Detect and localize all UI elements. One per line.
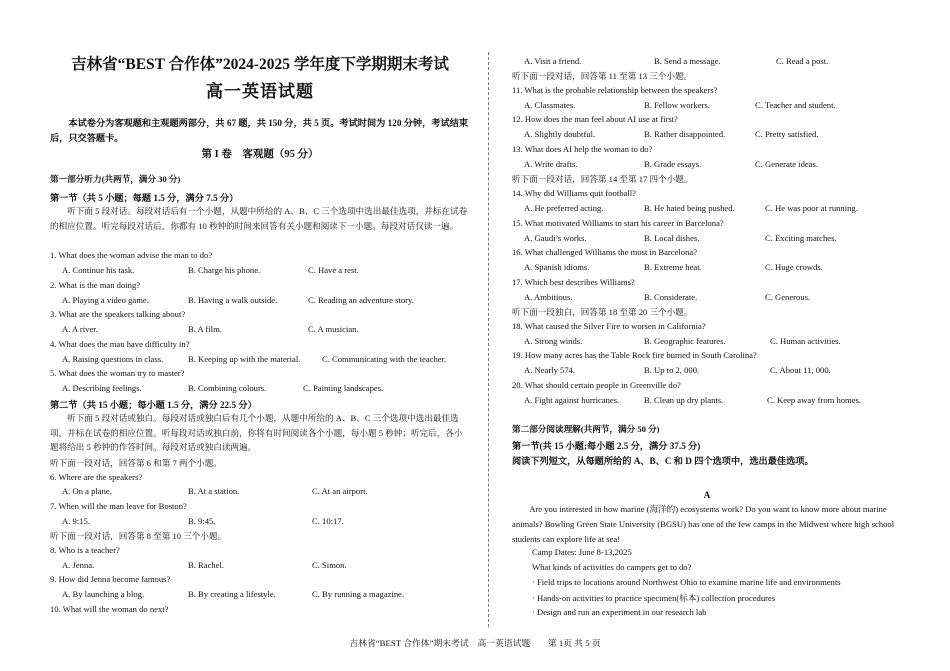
option-b[interactable]: B. Extreme heat.	[644, 262, 702, 272]
option-c[interactable]: C. Generate ideas.	[755, 159, 818, 169]
option-b[interactable]: B. 9:45.	[188, 516, 216, 526]
option-c[interactable]: C. Human activities.	[770, 336, 841, 346]
option-a[interactable]: A. Playing a video game.	[62, 295, 149, 305]
hint-6-7: 听下面一段对话，回答第 6 和第 7 两个小题。	[50, 458, 222, 468]
option-b[interactable]: B. Geographic features.	[644, 336, 726, 346]
option-b[interactable]: B. At a station.	[188, 486, 240, 496]
option-b[interactable]: B. Fellow workers.	[644, 100, 710, 110]
option-a[interactable]: A. Continue his task.	[62, 265, 135, 275]
option-a[interactable]: A. Jenna.	[62, 560, 95, 570]
question-12: 12. How does the man feel about AI use at first?	[512, 114, 678, 124]
option-a[interactable]: A. Raising questions in class.	[62, 354, 164, 364]
exam-subtitle: 高一英语试题	[206, 82, 314, 101]
option-a[interactable]: A. Write drafts.	[524, 159, 578, 169]
option-b[interactable]: B. Rachel.	[188, 560, 225, 570]
option-b[interactable]: B. Local dishes.	[644, 233, 700, 243]
question-8: 8. Who is a teacher?	[50, 545, 120, 555]
part-title: 第 I 卷 客观题（95 分）	[201, 149, 319, 160]
reading-section1-heading: 第一节(共 15 小题;每小题 2.5 分，满分 37.5 分)	[512, 441, 701, 451]
option-c[interactable]: C. A musician.	[308, 324, 359, 334]
option-a[interactable]: A. Describing feelings.	[62, 383, 142, 393]
option-c[interactable]: C. At an airport.	[312, 486, 368, 496]
question-17: 17. Which best describes Williams?	[512, 277, 635, 287]
hint-8-10: 听下面一段对话，回答第 8 至第 10 三个小题。	[50, 531, 227, 541]
question-4: 4. What does the man have difficulty in?	[50, 339, 190, 349]
question-9: 9. How did Jenna become famous?	[50, 574, 171, 584]
option-b[interactable]: B. By creating a lifestyle.	[188, 589, 276, 599]
question-16: 16. What challenged Williams the most in Barcelona?	[512, 247, 698, 257]
option-a[interactable]: A. By launching a blog.	[62, 589, 145, 599]
activities-question: What kinds of activities do campers get to do?	[532, 562, 692, 572]
option-c[interactable]: C. Pretty satisfied.	[755, 129, 819, 139]
exam-title: 吉林省“BEST 合作体”2024-2025 学年度下学期期末考试	[71, 56, 449, 73]
question-2: 2. What is the man doing?	[50, 280, 141, 290]
option-a[interactable]: A. Gaudi’s works.	[524, 233, 587, 243]
question-20: 20. What should certain people in Greenville do?	[512, 380, 681, 390]
option-c[interactable]: C. About 11, 000.	[770, 365, 831, 375]
option-a[interactable]: A. Strong winds.	[524, 336, 583, 346]
option-a[interactable]: A. A river.	[62, 324, 98, 334]
hint-11-13: 听下面一段对话，回答第 11 至第 13 三个小题。	[512, 71, 693, 81]
option-c[interactable]: C. Exciting matches.	[765, 233, 837, 243]
option-c[interactable]: C. Read a post.	[776, 56, 829, 66]
option-c[interactable]: C. He was poor at running.	[765, 203, 858, 213]
activity-bullet: · Field trips to locations around Northwest Ohio to examine marine life and environments	[532, 577, 841, 587]
option-b[interactable]: B. Considerate.	[644, 292, 698, 302]
option-a[interactable]: A. Ambitious.	[524, 292, 573, 302]
question-11: 11. What is the probable relationship between the speakers?	[512, 85, 718, 95]
option-c[interactable]: C. 10:17.	[312, 516, 344, 526]
passage-intro: Are you interested in how marine (海洋的) ecosystems work? Do you want to know more about marine animals? Bowling Green State University (BGSU) has one of the few camps in the Midwest where high school students can explore life at sea!	[512, 504, 895, 544]
question-19: 19. How many acres has the Table Rock fire burned in South Carolina?	[512, 350, 757, 360]
option-b[interactable]: B. Send a message.	[654, 56, 721, 66]
listening-section1-instructions: 听下面 5 段对话。每段对话后有一个小题，从题中所给的 A、B、C 三个选项中选出最佳选项，并标在试卷的相应位置。听完每段对话后，你都有 10 秒钟的时间来回答有关小题和阅读下一小题。每段对话仅读一遍。	[50, 206, 468, 231]
question-15: 15. What motivated Williams to start his career in Barcelona?	[512, 218, 724, 228]
option-c[interactable]: C. Keep away from homes.	[767, 395, 862, 405]
question-1: 1. What does the woman advise the man to do?	[50, 250, 213, 260]
camp-dates: Camp Dates: June 8-13,2025	[532, 547, 632, 557]
hint-14-17: 听下面一段对话，回答第 14 至第 17 四个小题。	[512, 174, 693, 184]
option-c[interactable]: C. Generous.	[765, 292, 811, 302]
option-a[interactable]: A. Classmates.	[524, 100, 576, 110]
question-7: 7. When will the man leave for Boston?	[50, 501, 187, 511]
passage-label: A	[703, 490, 711, 500]
option-b[interactable]: B. Clean up dry plants.	[644, 395, 724, 405]
option-a[interactable]: A. Nearly 574.	[524, 365, 576, 375]
option-b[interactable]: B. Keeping up with the material.	[188, 354, 301, 364]
question-6: 6. Where are the speakers?	[50, 472, 143, 482]
option-b[interactable]: B. Up to 2, 000.	[644, 365, 700, 375]
option-b[interactable]: B. Grade essays.	[644, 159, 702, 169]
option-c[interactable]: C. By running a magazine.	[312, 589, 405, 599]
listening-section2-instructions: 听下面 5 段对话或独白。每段对话或独白后有几个小题，从题中所给的 A、B、C 三个选项中选出最佳选项，并标在试卷的相应位置。听每段对话或独白前，你将有时间阅读各个小题，每小题 5 秒钟；听完后，各小题将给出 5 秒钟的作答时间。每段对话或独白读两遍。	[50, 413, 463, 453]
question-18: 18. What caused the Silver Fire to worsen in California?	[512, 321, 706, 331]
option-c[interactable]: C. Reading an adventure story.	[308, 295, 414, 305]
option-a[interactable]: A. Fight against hurricanes.	[524, 395, 620, 405]
option-b[interactable]: B. A film.	[188, 324, 222, 334]
option-c[interactable]: C. Simon.	[312, 560, 347, 570]
option-b[interactable]: B. Charge his phone.	[188, 265, 261, 275]
exam-note: 本试卷分为客观题和主观题两部分，共 67 题，共 150 分，共 5 页。考试时间为 120 分钟，考试结束后，只交答题卡。	[50, 118, 469, 143]
option-b[interactable]: B. Combining colours.	[188, 383, 267, 393]
question-14: 14. Why did Williams quit football?	[512, 188, 636, 198]
question-3: 3. What are the speakers talking about?	[50, 309, 186, 319]
option-b[interactable]: B. Rather disappointed.	[644, 129, 726, 139]
option-a[interactable]: A. On a plane.	[62, 486, 112, 496]
reading-heading: 第二部分阅读理解(共两节，满分 50 分)	[512, 424, 660, 434]
activity-bullet: · Hands-on activities to practice specimen(标本) collection procedures	[532, 593, 776, 603]
listening-section1-heading: 第一节（共 5 小题；每题 1.5 分，满分 7.5 分）	[50, 193, 239, 203]
option-a[interactable]: A. Visit a friend.	[524, 56, 582, 66]
option-c[interactable]: C. Have a rest.	[308, 265, 359, 275]
column-divider	[488, 52, 489, 627]
activity-bullet: · Design and run an experiment in our research lab	[532, 607, 707, 617]
option-a[interactable]: A. Slightly doubtful.	[524, 129, 596, 139]
reading-instructions: 阅读下列短文，从每题所给的 A、B、C 和 D 四个选项中，选出最佳选项。	[512, 456, 814, 466]
question-10: 10. What will the woman do next?	[50, 604, 169, 614]
option-a[interactable]: A. He preferred acting.	[524, 203, 604, 213]
listening-heading: 第一部分听力(共两节，满分 30 分)	[50, 174, 181, 184]
question-13: 13. What does AI help the woman to do?	[512, 144, 653, 154]
listening-section2-heading: 第二节（共 15 小题；每小题 1.5 分，满分 22.5 分）	[50, 400, 257, 410]
question-5: 5. What does the woman try to master?	[50, 368, 185, 378]
option-c[interactable]: C. Teacher and student.	[755, 100, 836, 110]
option-c[interactable]: C. Communicating with the teacher.	[322, 354, 447, 364]
option-b[interactable]: B. He hated being pushed.	[644, 203, 735, 213]
option-b[interactable]: B. Having a walk outside.	[188, 295, 278, 305]
option-c[interactable]: C. Painting landscapes.	[303, 383, 384, 393]
page-footer: 吉林省“BEST 合作体”期末考试 高一英语试题 第 1页 共 5 页	[349, 638, 601, 648]
option-a[interactable]: A. 9:15.	[62, 516, 90, 526]
option-c[interactable]: C. Huge crowds.	[765, 262, 823, 272]
hint-18-20: 听下面一段独白，回答第 18 至第 20 三个小题。	[512, 307, 693, 317]
option-a[interactable]: A. Spanish idioms.	[524, 262, 590, 272]
